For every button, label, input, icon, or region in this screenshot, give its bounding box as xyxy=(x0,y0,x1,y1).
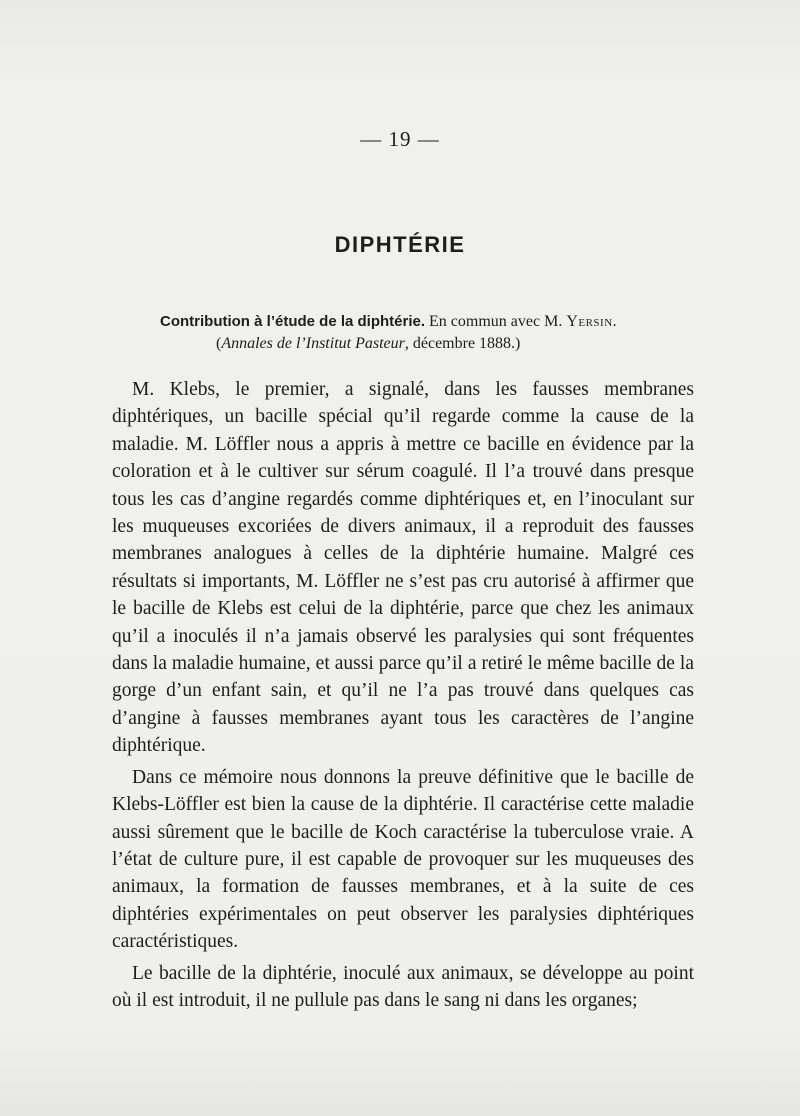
article-title-block xyxy=(160,311,720,355)
paragraph-1: M. Klebs, le premier, a signalé, dans les fausses membranes diphtériques, un bacille spécial qu’il regarde comme la cause de la maladie. M. Löffler nous a appris à mettre ce bacille en évidence par la coloration et à le cultiver sur sérum coagulé. Il l’a trouvé dans presque tous les cas d’angine regardés comme diphtériques et, en l’inoculant sur les muqueuses excoriées de divers animaux, il a reproduit des fausses membranes analogues à celles de la diphtérie humaine. Malgré ces résultats si importants, M. Löffler ne s’est pas cru autorisé à affirmer que le bacille de Klebs est celui de la diphtérie, parce que chez les animaux qu’il a inoculés il n’a jamais observé les paralysies qui sont fréquentes dans la maladie humaine, et aussi parce qu’il a retiré le même bacille de la gorge d’un enfant sain, et qu’il ne l’a pas trouvé dans quelques cas d’angine à fausses membranes ayant tous les caractères de l’angine diphtérique. xyxy=(112,379,694,757)
article-citation-line xyxy=(160,333,720,355)
open-paren: ( xyxy=(216,335,222,352)
article-title: Contribution à l’étude de la diphtérie. xyxy=(160,313,426,330)
coauthor-name: Yersin xyxy=(566,313,613,330)
paragraph-2: Dans ce mémoire nous donnons la preuve définitive que le bacille de Klebs-Löffler est bien la cause de la diphtérie. Il caractérise cette maladie aussi sûrement que le bacille de Koch caractérise la tuberculose vraie. A l’état de culture pure, il est capable de provoquer sur les muqueuses des animaux, la formation de fausses membranes, et à la suite de ces diphtéries expérimentales on peut observer les paralysies diphtériques caractéristiques. xyxy=(112,766,694,953)
page-number: — 19 — xyxy=(360,127,440,151)
publication-date: , décembre 1888.) xyxy=(404,335,521,352)
body-text xyxy=(112,376,694,1014)
journal-name: Annales de l’Institut Pasteur xyxy=(221,335,405,352)
section-heading: DIPHTÉRIE xyxy=(334,232,466,257)
coauthor-prefix: En commun avec M. xyxy=(429,313,563,330)
article-title-line-1: Contribution à l’étude de la diphtérie. En commun avec M. Yersin. xyxy=(160,313,617,330)
paragraph-3: Le bacille de la diphtérie, inoculé aux animaux, se développe au point où il est introduit, il ne pullule pas dans le sang ni dans les organes; xyxy=(112,962,694,1011)
